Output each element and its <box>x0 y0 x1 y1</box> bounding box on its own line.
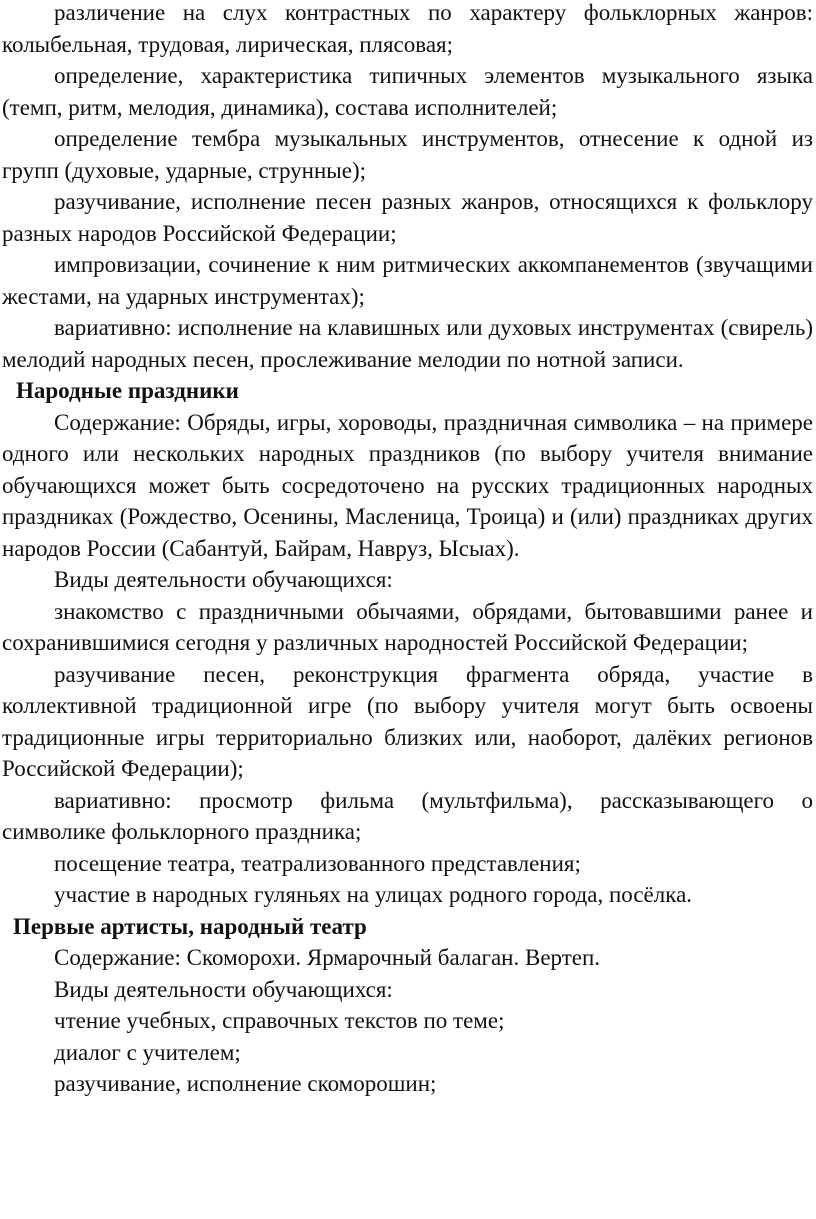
paragraph-music-language: определение, характеристика типичных элементов музыкального языка (темп, ритм, мелодия, динамика), состава исполнителей; <box>2 63 813 120</box>
paragraph-holidays-content: Содержание: Обряды, игры, хороводы, праздничная символика – на примере одного или нескольких народных праздников (по выбору учителя внимание обучающихся может быть сосредоточено на русских традиционных народных праздниках (Рождество, Осенины, Масленица, Троица) и (или) праздниках других народов России (Сабантуй, Байрам, Навруз, Ысыах). <box>2 409 813 561</box>
paragraph-theatre-content: Содержание: Скоморохи. Ярмарочный балаган. Вертеп. <box>54 945 601 970</box>
paragraph-variative-performance: вариативно: исполнение на клавишных или духовых инструментах (свирель) мелодий народных песен, прослеживание мелодии по нотной записи. <box>2 315 813 372</box>
paragraph-folk-festivities: участие в народных гуляньях на улицах родного города, посёлка. <box>54 882 693 907</box>
paragraph-skomoroshiny: разучивание, исполнение скоморошин; <box>54 1071 437 1096</box>
paragraph-instrument-timbre: определение тембра музыкальных инструментов, отнесение к одной из групп (духовые, ударные, струнные); <box>2 126 813 183</box>
paragraph-improvisation: импровизации, сочинение к ним ритмических аккомпанементов (звучащими жестами, на ударных инструментах); <box>2 252 813 309</box>
paragraph-film-viewing: вариативно: просмотр фильма (мультфильма), рассказывающего о символике фольклорного праздника; <box>2 787 813 844</box>
paragraph-learning-songs: разучивание, исполнение песен разных жанров, относящихся к фольклору разных народов Российской Федерации; <box>2 189 813 246</box>
paragraph-theatre-visit: посещение театра, театрализованного представления; <box>54 850 581 876</box>
paragraph-reading-texts: чтение учебных, справочных текстов по теме; <box>54 1008 505 1033</box>
section-heading-first-artists: Первые артисты, народный театр <box>13 913 367 939</box>
paragraph-dialogue-teacher: диалог с учителем; <box>54 1039 241 1065</box>
paragraph-customs-acquaintance: знакомство с праздничными обычаями, обрядами, бытовавшими ранее и сохранившимися сегодня у различных народностей Российской Федерации; <box>2 598 813 655</box>
paragraph-ritual-reconstruction: разучивание песен, реконструкция фрагмента обряда, участие в коллективной традиционной игре (по выбору учителя могут быть освоены традиционные игры территориально близких или, наоборот, далёких регионов Российской Федерации); <box>2 661 813 781</box>
paragraph-activities-label: Виды деятельности обучающихся: <box>54 567 393 592</box>
paragraph-activities-label-2: Виды деятельности обучающихся: <box>54 976 393 1002</box>
paragraph-listening-genres: различение на слух контрастных по характеру фольклорных жанров: колыбельная, трудовая, лирическая, плясовая; <box>2 0 813 57</box>
section-heading-folk-holidays: Народные праздники <box>16 378 239 403</box>
